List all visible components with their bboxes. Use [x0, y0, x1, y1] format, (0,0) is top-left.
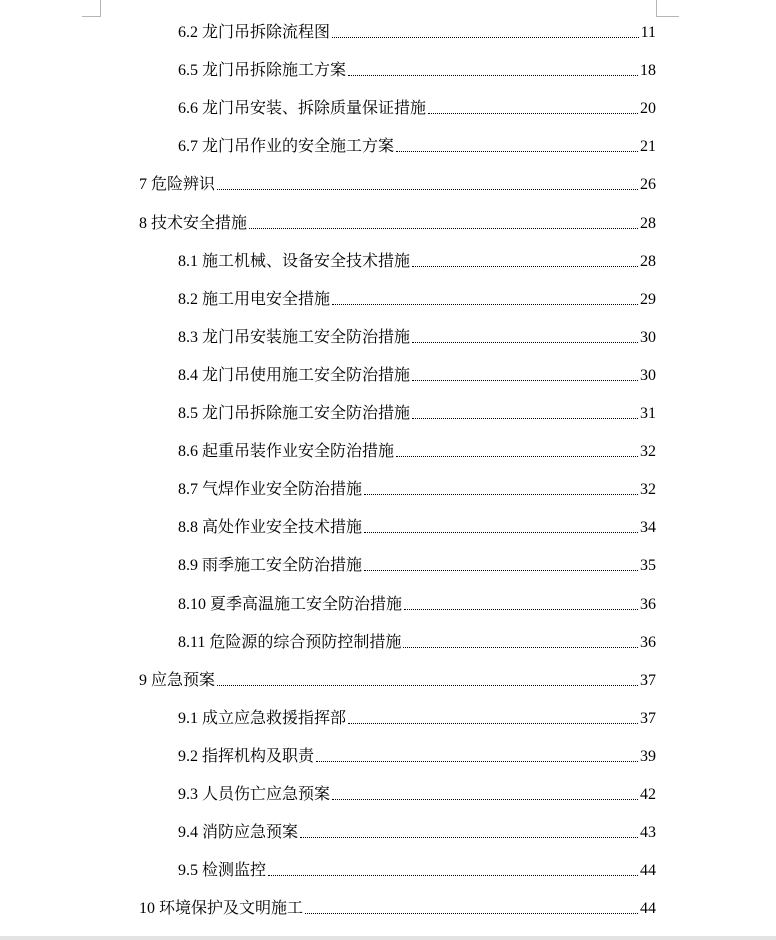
toc-entry[interactable] [178, 17, 656, 43]
toc-entry[interactable] [178, 436, 656, 462]
toc-entry[interactable] [178, 550, 656, 576]
toc-entry-title: 8.1 施工机械、设备安全技术措施 [178, 252, 411, 270]
toc-entry-page-number: 29 [640, 290, 656, 308]
toc-entry-title: 6.6 龙门吊安装、拆除质量保证措施 [178, 100, 427, 118]
toc-entry-page-number: 21 [640, 138, 656, 156]
toc-entry-page-number: 37 [640, 709, 656, 727]
toc-entry[interactable] [178, 855, 656, 881]
toc-entry-page-number: 30 [640, 366, 656, 384]
toc-entry-page-number: 30 [640, 328, 656, 346]
toc-entry-title: 8.10 夏季高温施工安全防治措施 [178, 595, 403, 613]
toc-entry-title: 8.8 高处作业安全技术措施 [178, 519, 363, 537]
toc-entry-page-number: 31 [640, 405, 656, 422]
toc-entry[interactable] [178, 246, 656, 272]
toc-entry[interactable] [178, 627, 656, 653]
toc-entry[interactable] [178, 779, 656, 805]
toc-entry-title: 9.1 成立应急救援指挥部 [178, 709, 347, 727]
toc-dot-leader [348, 723, 638, 724]
toc-entry-page-number: 44 [640, 900, 656, 918]
toc-entry-page-number: 42 [640, 786, 656, 803]
toc-entry[interactable] [178, 131, 656, 157]
toc-entry[interactable] [178, 512, 656, 538]
toc-entry-page-number: 11 [640, 24, 656, 41]
toc-entry-title: 10 环境保护及文明施工 [139, 900, 304, 918]
toc-dot-leader [412, 342, 638, 343]
toc-entry-title: 9.5 检测监控 [178, 862, 267, 880]
toc-dot-leader [364, 494, 638, 495]
toc-entry-title: 7 危险辨识 [139, 176, 216, 194]
toc-entry[interactable] [139, 893, 656, 919]
toc-dot-leader [217, 685, 638, 686]
toc-dot-leader [412, 266, 638, 267]
toc-entry-page-number: 20 [640, 100, 656, 118]
toc-entry-page-number: 32 [640, 443, 656, 461]
toc-dot-leader [364, 532, 638, 533]
toc-dot-leader [348, 75, 638, 76]
toc-entry-title: 8.11 危险源的综合预防控制措施 [178, 633, 402, 651]
toc-entry-page-number: 44 [640, 862, 656, 880]
toc-entry-title: 6.2 龙门吊拆除流程图 [178, 24, 331, 41]
toc-dot-leader [249, 228, 638, 229]
toc-entry[interactable] [139, 169, 656, 195]
toc-dot-leader [404, 609, 638, 610]
toc-dot-leader [403, 647, 638, 648]
toc-entry[interactable] [139, 208, 656, 234]
page-bottom-edge [0, 936, 776, 940]
toc-entry[interactable] [178, 474, 656, 500]
toc-entry-title: 9.2 指挥机构及职责 [178, 747, 315, 765]
toc-entry-title: 8.2 施工用电安全措施 [178, 290, 331, 308]
toc-dot-leader [305, 913, 638, 914]
toc-entry-page-number: 37 [640, 671, 656, 689]
toc-entry-title: 8.4 龙门吊使用施工安全防治措施 [178, 366, 411, 384]
toc-entry-title: 6.7 龙门吊作业的安全施工方案 [178, 138, 395, 156]
toc-entry-title: 8 技术安全措施 [139, 214, 248, 232]
toc-entry[interactable] [178, 741, 656, 767]
toc-entry-page-number: 36 [640, 633, 656, 651]
toc-entry-title: 8.6 起重吊装作业安全防治措施 [178, 443, 395, 461]
toc-dot-leader [217, 189, 638, 190]
toc-dot-leader [396, 151, 638, 152]
margin-corner-mark-left [82, 0, 101, 17]
toc-entry[interactable] [178, 817, 656, 843]
toc-entry-title: 9.4 消防应急预案 [178, 824, 299, 842]
toc-entry[interactable] [178, 55, 656, 81]
toc-entry-title: 8.3 龙门吊安装施工安全防治措施 [178, 328, 411, 346]
toc-entry-page-number: 43 [640, 824, 656, 842]
toc-entry-title: 9 应急预案 [139, 671, 216, 689]
toc-dot-leader [412, 418, 638, 419]
toc-entry[interactable] [178, 322, 656, 348]
toc-entry-page-number: 26 [640, 176, 656, 194]
toc-entry-page-number: 39 [640, 747, 656, 765]
toc-entry[interactable] [178, 589, 656, 615]
toc-entry-page-number: 28 [640, 214, 656, 232]
toc-dot-leader [300, 837, 638, 838]
margin-corner-mark-right [656, 0, 679, 17]
toc-entry[interactable] [178, 703, 656, 729]
toc-dot-leader [364, 570, 638, 571]
toc-entry[interactable] [178, 360, 656, 386]
toc-dot-leader [396, 456, 638, 457]
toc-entry-title: 6.5 龙门吊拆除施工方案 [178, 62, 347, 80]
toc-entry-page-number: 34 [640, 519, 656, 537]
toc-entry[interactable] [178, 398, 656, 424]
toc-dot-leader [316, 761, 638, 762]
toc-entry-title: 8.9 雨季施工安全防治措施 [178, 557, 363, 575]
toc-dot-leader [268, 875, 638, 876]
toc-entry[interactable] [139, 665, 656, 691]
toc-entry-page-number: 32 [640, 481, 656, 499]
toc-entry-page-number: 35 [640, 557, 656, 575]
toc-dot-leader [332, 799, 638, 800]
toc-entry-title: 9.3 人员伤亡应急预案 [178, 786, 331, 803]
toc-entry[interactable] [178, 284, 656, 310]
toc-entry-page-number: 36 [640, 595, 656, 613]
toc-dot-leader [332, 37, 639, 38]
toc-entry-title: 8.7 气焊作业安全防治措施 [178, 481, 363, 499]
toc-entry-title: 8.5 龙门吊拆除施工安全防治措施 [178, 405, 411, 422]
toc-entry[interactable] [178, 93, 656, 119]
toc-entry-page-number: 18 [640, 62, 656, 80]
toc-dot-leader [332, 304, 638, 305]
toc-entry-page-number: 28 [640, 252, 656, 270]
toc-dot-leader [412, 380, 638, 381]
toc-dot-leader [428, 113, 638, 114]
